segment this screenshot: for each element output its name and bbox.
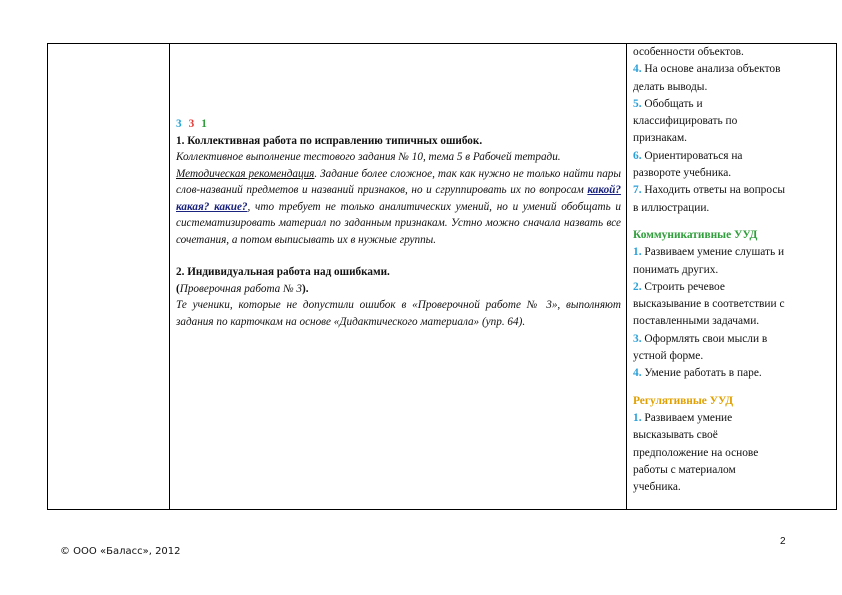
item-text: Обобщать и [641, 97, 703, 110]
item-text: признакам. [633, 132, 688, 145]
list-item [633, 130, 830, 147]
item-text: работы с материалом [633, 463, 736, 476]
task1-description: Коллективное выполнение тестового задания № 10, тема 5 в Рабочей тетради. [176, 151, 561, 163]
reference-number: 3 [188, 118, 195, 130]
item-text: Строить речевое [641, 280, 725, 293]
task1-title: 1. Коллективная работа по исправлению типичных ошибок. [176, 134, 483, 147]
list-item [633, 410, 830, 427]
item-text: высказывание в соответствии с [633, 298, 785, 311]
task1-method [176, 166, 621, 249]
list-item [633, 165, 830, 182]
regulatory-skills-list [633, 410, 830, 496]
list-item [633, 182, 830, 199]
communicative-heading: Коммуникативные УУД [633, 228, 758, 241]
method-label: Методическая рекомендация [176, 167, 315, 180]
list-item [633, 148, 830, 165]
item-text: делать выводы. [633, 80, 708, 93]
reference-number: 3 [176, 118, 182, 130]
list-item [633, 79, 830, 96]
item-text: предположение на основе [633, 446, 759, 459]
item-text: Развиваем умение слушать и [641, 246, 785, 259]
questions-text: какой? какая? какие? [176, 184, 621, 213]
list-item [633, 113, 830, 130]
item-text: На основе анализа объектов [641, 63, 781, 76]
task2-subtitle: (Проверочная работа № 3). [176, 282, 309, 295]
item-number: 1. [633, 246, 642, 259]
item-text: в иллюстрации. [633, 201, 710, 214]
list-item [633, 445, 830, 462]
stage-cell [48, 44, 170, 510]
list-item [633, 44, 830, 61]
task2-text: Те ученики, которые не допустили ошибок в «Проверочной работе № 3», выполняют задания по карточкам на основе «Дидактического материала» (упр. 64). [176, 299, 621, 328]
item-text: Развиваем умение [641, 411, 733, 424]
cognitive-skills-list [633, 44, 830, 217]
item-text: развороте учебника. [633, 167, 732, 180]
list-item [633, 244, 830, 261]
copyright-text: © ООО «Баласс», 2012 [60, 546, 181, 557]
list-item [633, 200, 830, 217]
item-text: понимать других. [633, 263, 719, 276]
method-text-a: . Задание более сложное, так как нужно не только найти пары слов-названий предметов и названий признаков, но и сгруппировать их по вопросам [176, 167, 621, 196]
list-item [633, 96, 830, 113]
page-references [176, 116, 621, 133]
lesson-table [47, 43, 837, 510]
communicative-skills-list [633, 244, 830, 382]
table-row [48, 44, 837, 510]
method-text-b: , что требует не только аналитических умений, но и умений обобщать и систематизировать материал по заданным признакам. Устно можно сначала назвать все сочетания, а потом выписывать их в нужные группы. [176, 200, 622, 246]
list-item [633, 348, 830, 365]
item-number: 3. [633, 332, 642, 345]
list-item [633, 427, 830, 444]
item-number: 1. [633, 411, 642, 424]
item-number: 6. [633, 149, 642, 162]
item-number: 2. [633, 280, 642, 293]
list-item [633, 331, 830, 348]
item-text: классифицировать по [633, 115, 738, 128]
content-cell [170, 44, 627, 510]
skills-cell [627, 44, 837, 510]
item-number: 4. [633, 63, 642, 76]
item-text: поставленными задачами. [633, 315, 760, 328]
item-text: Оформлять свои мысли в [641, 332, 768, 345]
reference-number: 1 [201, 118, 207, 130]
item-text: Находить ответы на вопросы [641, 184, 786, 197]
item-text: Умение работать в паре. [641, 367, 762, 380]
item-text: особенности объектов. [633, 46, 744, 58]
item-text: Ориентироваться на [641, 149, 743, 162]
list-item [633, 296, 830, 313]
item-number: 4. [633, 367, 642, 380]
list-item [633, 462, 830, 479]
item-text: учебника. [633, 481, 681, 494]
regulatory-heading: Регулятивные УУД [633, 394, 734, 407]
task2-subtitle-text: Проверочная работа № 3 [179, 282, 303, 295]
list-item [633, 279, 830, 296]
list-item [633, 365, 830, 382]
list-item [633, 313, 830, 330]
item-text: устной форме. [633, 350, 704, 363]
list-item [633, 262, 830, 279]
task2-title: 2. Индивидуальная работа над ошибками. [176, 266, 390, 278]
item-number: 5. [633, 97, 642, 110]
item-text: высказывать своё [633, 429, 718, 442]
page-number: 2 [780, 536, 786, 547]
list-item [633, 61, 830, 78]
item-number: 7. [633, 184, 642, 197]
list-item [633, 479, 830, 496]
